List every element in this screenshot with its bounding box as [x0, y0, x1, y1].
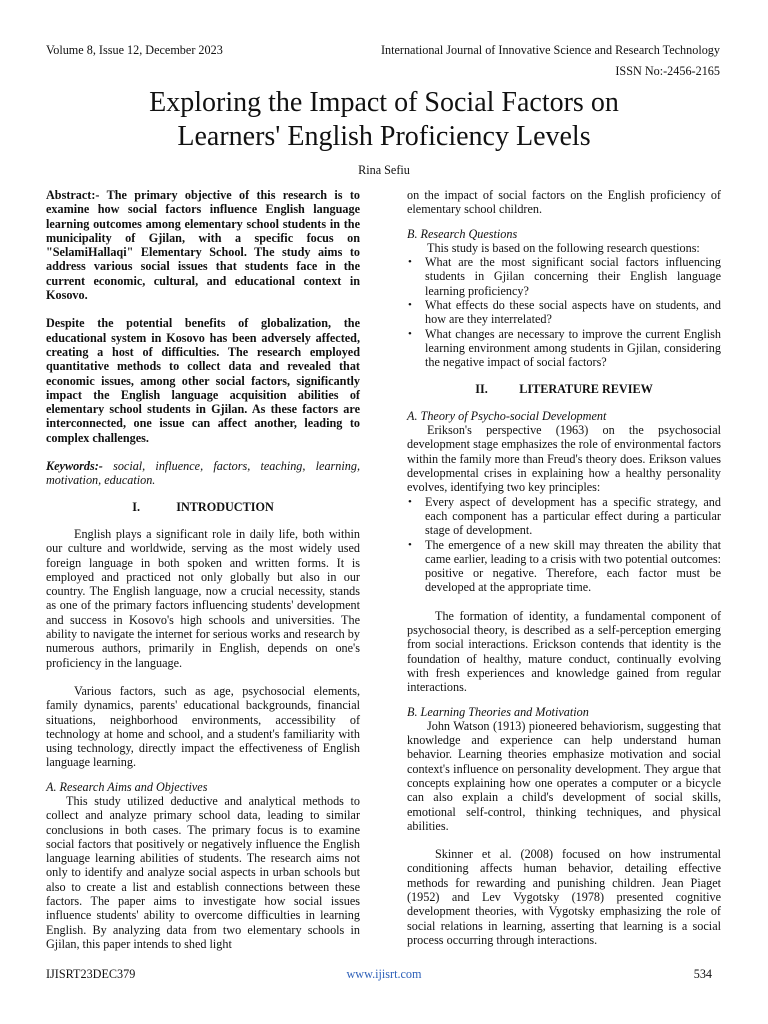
section-title: LITERATURE REVIEW [519, 381, 653, 396]
principles-list [407, 495, 721, 595]
research-questions-list [407, 255, 721, 369]
section-heading-introduction [46, 500, 360, 514]
bullet-icon: • [408, 538, 412, 551]
identity-paragraph: The formation of identity, a fundamental component of psychosocial theory, is described as a self-perception emerging from social interactions. Erickson contends that identity is the foundation of healthy, mature conduct, continually evolving with fresh experiences and knowledge gained from regular interactions. [407, 608, 721, 695]
abstract-paragraph-1: Abstract:- The primary objective of this research is to examine how social factors influence English language learning outcomes among elementary school students in the municipality of Gjilan, with a specific focus on "SelamiHallaqi" Elementary School. The study aims to address various social issues that students face in the current economic, cultural, and educational context in Kosovo. [46, 188, 360, 303]
learning-theories-text: John Watson (1913) pioneered behaviorism, suggesting that knowledge and experience can help understand human behavior. Learning theories emphasize motivation and social context's influence on personality development. They argue that concepts explaining how one operates a computer or a bicycle can also explain a child's development of social skills, emotional self-control, thinking techniques, and physical abilities. [407, 718, 721, 833]
intro-paragraph-1: English plays a significant role in daily life, both within our culture and worldwide, serving as the most widely used foreign language in both spoken and written forms. It is employed and practiced not only globally but also in our country. The English language, now a crucial necessity, stands as one of the primary factors influencing students' development and success in Kosovo's high schools and universities. The ability to navigate the internet for serious works and research by numerous authors, primarily in English, depends on one's proficiency in the language. [46, 526, 360, 670]
list-item: • Every aspect of development has a specific strategy, and each component has a particular effect during a particular stage of development. [408, 494, 721, 538]
subheading-research-aims: A. Research Aims and Objectives [46, 779, 208, 794]
list-item: • What are the most significant social factors influencing students in Gjilan concerning their English language learning proficiency? [408, 255, 721, 298]
keywords-label: Keywords:- [46, 459, 103, 474]
subheading-learning-theories: B. Learning Theories and Motivation [407, 704, 589, 719]
list-item: • The emergence of a new skill may threaten the ability that came earlier, leading to a crisis with two potential outcomes: positive or negative. Therefore, each factor must be developed at the appropriate time. [408, 537, 721, 595]
bullet-icon: • [408, 327, 412, 340]
section-number: II. [475, 381, 488, 396]
keywords-text: social, influence, factors, teaching, learning, motivation, education. [46, 459, 360, 488]
header-journal: International Journal of Innovative Science and Research Technology [380, 43, 720, 57]
bullet-icon: • [408, 299, 412, 312]
bullet-icon: • [408, 256, 412, 269]
psychosocial-text: Erikson's perspective (1963) on the psychosocial development stage emphasizes the role of environmental factors within the family more than Freud's theory does. Erikson values developmental crises in explaining how a healthy personality evolves, identifying two key principles: [407, 423, 721, 495]
research-aims-text: This study utilized deductive and analytical methods to collect and analyze primary school data, leading to similar conclusions in both cases. The primary focus is to examine social factors that positively or negatively influence the English language learning abilities of students. The research aims not only to identify and analyze social aspects in urban schools but also to create a list and establish connections between these factors. The paper aims to investigate how social issues influence students' ability to overcome difficulties in learning English. By analyzing data from two elementary schools in Gjilan, this paper intends to shed light [46, 793, 360, 951]
continued-text: on the impact of social factors on the English proficiency of elementary school children. [407, 188, 721, 217]
list-item: • What effects do these social aspects have on students, and how are they interrelated? [408, 298, 721, 327]
research-questions-intro: This study is based on the following research questions: [427, 240, 700, 255]
title-line-2: Learners' English Proficiency Levels [177, 121, 591, 152]
header-issn: ISSN No:-2456-2165 [615, 64, 720, 78]
title-line-1: Exploring the Impact of Social Factors on [149, 87, 619, 118]
header-volume: Volume 8, Issue 12, December 2023 [46, 43, 223, 57]
right-column [407, 188, 721, 947]
section-number: I. [132, 499, 141, 514]
footer-website-link[interactable]: www.ijisrt.com [346, 967, 422, 981]
intro-paragraph-2: Various factors, such as age, psychosocial elements, family dynamics, parents' educational backgrounds, financial situations, neighborhood environments, accessibility of technology at home and school, and a student's familiarity with using technology, directly impact the effectiveness of English language learning. [46, 683, 360, 770]
keywords [46, 459, 360, 488]
paper-title [40, 86, 728, 154]
abstract-paragraph-2: Despite the potential benefits of globalization, the educational system in Kosovo has been adversely affected, creating a host of difficulties. The research employed quantitative methods to collect data and revealed that economic issues, among other social factors, significantly impact the English language acquisition abilities of elementary school students in Gjilan. As these factors are interconnected, one issue can affect another, leading to complex challenges. [46, 316, 360, 445]
subheading-research-questions: B. Research Questions [407, 226, 518, 241]
author-name: Rina Sefiu [358, 163, 410, 177]
footer-paper-code: IJISRT23DEC379 [46, 967, 136, 981]
bullet-icon: • [408, 495, 412, 508]
subheading-psychosocial-development: A. Theory of Psycho-social Development [407, 408, 607, 423]
left-column [46, 188, 360, 951]
section-heading-literature-review [407, 382, 721, 396]
skinner-paragraph: Skinner et al. (2008) focused on how instrumental conditioning affects human behavior, detailing effective methods for rewarding and punishing children. Jean Piaget (1952) and Lev Vygotsky (1978) presented cognitive development theories, with Vygotsky emphasizing the role of social relations in learning, asserting that learning is a social process occurring through interactions. [407, 847, 721, 947]
footer-page-number: 534 [693, 967, 712, 981]
list-item: • What changes are necessary to improve the current English learning environment among students in Gjilan, considering the negative impact of social factors? [408, 326, 721, 370]
section-title: INTRODUCTION [176, 499, 274, 514]
